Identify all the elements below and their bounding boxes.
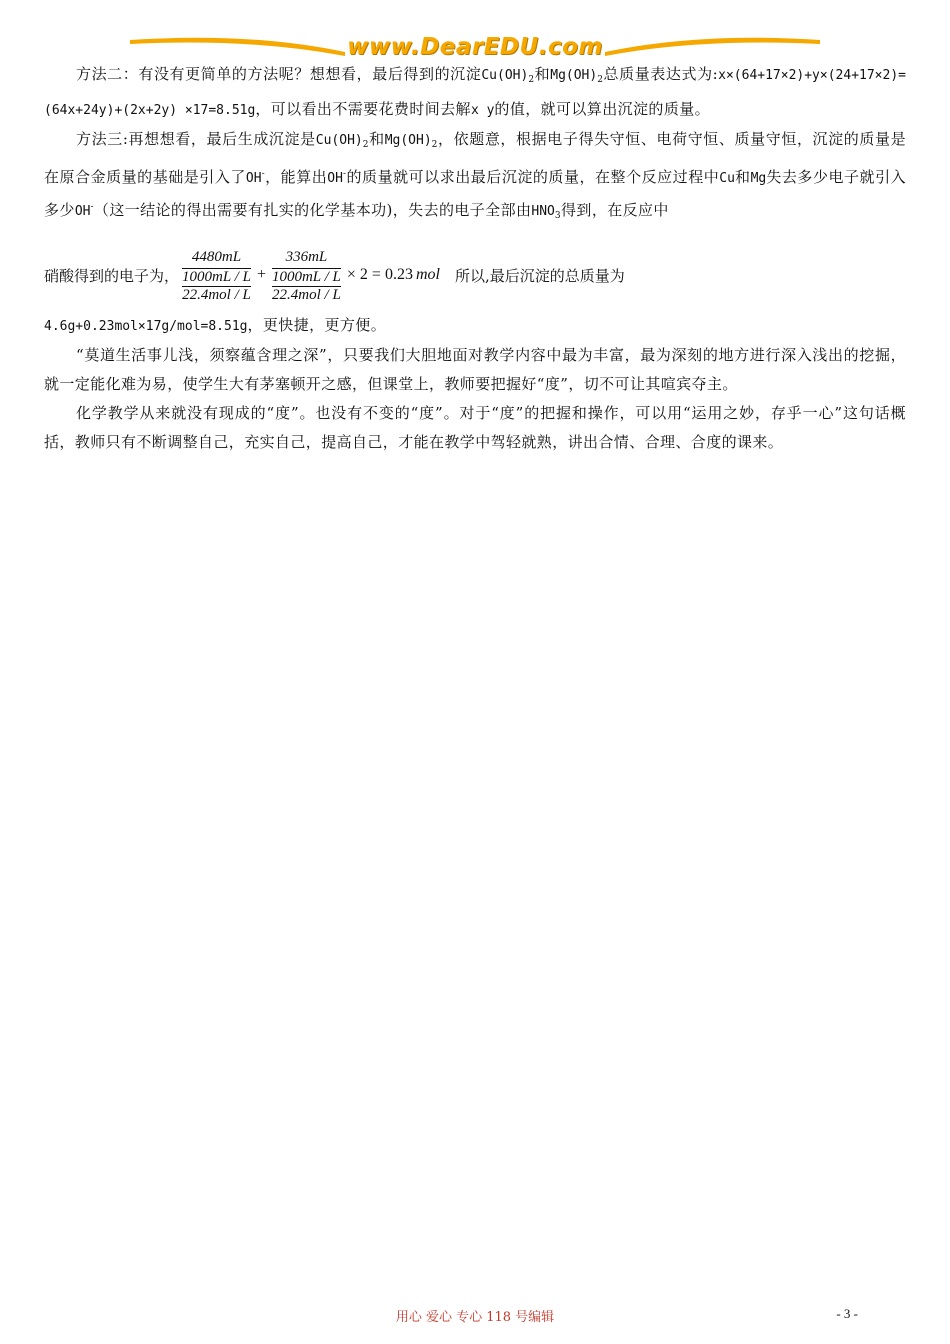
mass-expression: x×(64+17×2)+y×(24+17×2)=(64x+24y)+(2x+2y) ×17=8.51g	[44, 68, 906, 118]
fraction-n2o4: $\frac{336mL}{\frac{1000mL / L}{\text{22.4mol / L}}}$	[271, 249, 341, 303]
paragraph-quote: “莫道生活事儿浅，须察蕴含理之深”，只要我们大胆地面对教学内容中最为丰富，最为深刻的地方进行深入浅出的挖掘，就一定能化难为易，使学生大有茅塞顿开之感，但课堂上，教师要把握好“度”，切不可让其喧宾夺主。	[44, 346, 906, 393]
fraction-no2: $\frac{4480mL}{\frac{1000mL / L}{\text{22.4mol / L}}}$	[182, 249, 251, 303]
electron-formula: 硝酸得到的电子为， $\frac{4480mL}{\frac{1000mL / L}{\text{22.4mol / L}}}$ + $\frac{336mL}{\frac{1000mL / L}{\text{22.4mol / L}}}$ × 2 = 0.23 mol 所以,最后沉淀的总质量为	[44, 227, 906, 323]
paragraph-conclusion: 化学教学从来就没有现成的“度”。也没有不变的“度”。对于“度”的把握和操作，可以用“运用之妙，存乎一心”这句话概括，教师只有不断调整自己，充实自己，提高自己，才能在教学中驾轻就熟，讲出合情、合理、合度的课来。	[44, 404, 906, 451]
paragraph-method-two: 方法二：有没有更简单的方法呢？想想看，最后得到的沉淀$Cu(OH)_2$和$Mg(OH)_2$总质量表达式为:x×(64+17×2)+y×(24+17×2)=(64x+24y)+(2x+2y) ×17=8.51g，可以看出不需要花费时间去解x y的值，就可以算出沉淀的质量。	[44, 65, 906, 118]
document-body	[44, 60, 906, 457]
footer-slogan: 用心 爱心 专心 118 号编辑	[395, 1310, 555, 1325]
banner-title[interactable]: www.DearEDU.com	[347, 34, 603, 60]
paragraph-result: 4.6g+0.23mol×17g/mol=8.51g，更快捷，更方便。	[44, 316, 387, 334]
paragraph-method-three: 方法三:再想想看，最后生成沉淀是$Cu(OH)_2$和$Mg(OH)_2$，依题意，根据电子得失守恒、电荷守恒、质量守恒，沉淀的质量是在原合金质量的基础是引入了OH-，能算出OH-的质量就可以求出最后沉淀的质量，在整个反应过程中Cu和Mg失去多少电子就引入多少OH-（这一结论的得出需要有扎实的化学基本功)，失去的电子全部由$HNO_3$得到，在反应中	[44, 130, 907, 221]
page-number: - 3 -	[836, 1306, 858, 1321]
